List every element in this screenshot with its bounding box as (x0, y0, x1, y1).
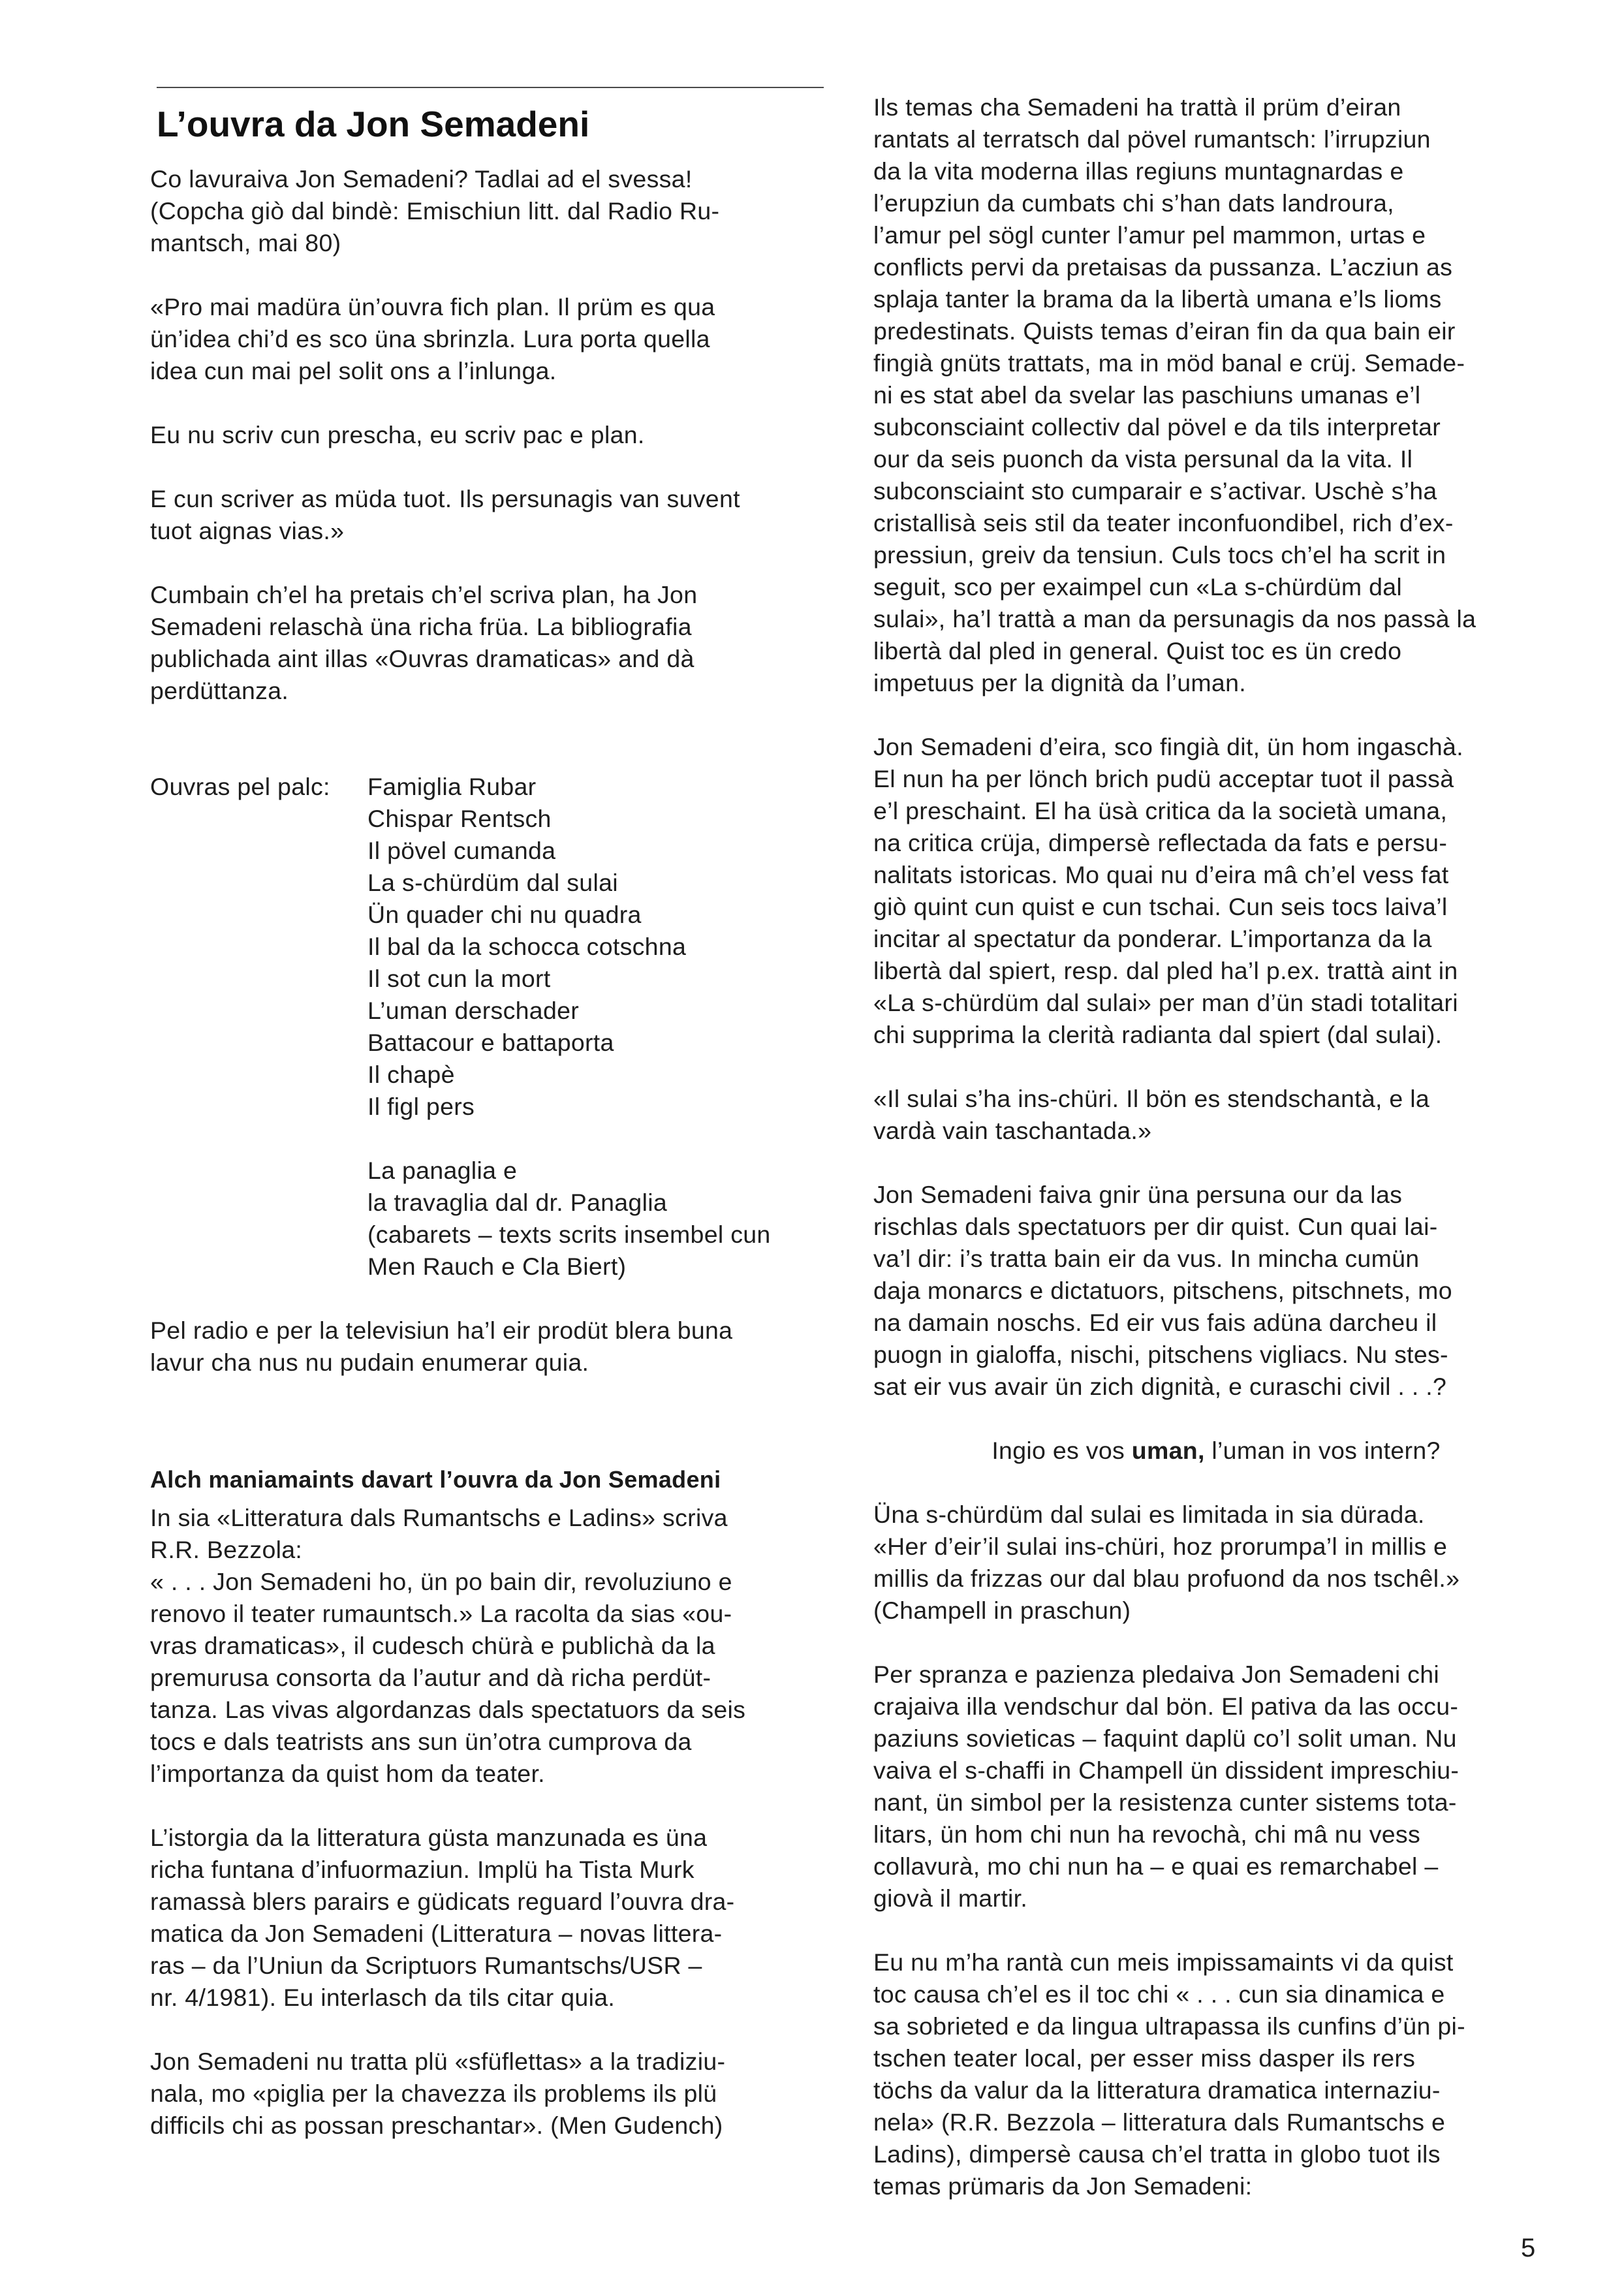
body-paragraph: L’istorgia da la litteratura güsta manzunada es üna richa funtana d’infuormaziun. Implü ha Tista Murk ramassà blers parairs e güdicats reguard l’ouvra dra- matica da Jon Semadeni (Litteratura – novas littera- ras – da l’Uniun da Scriptuors Rumantschs/USR – nr. 4/1981). Eu interlasch da tils citar quia. (150, 1824, 735, 2011)
body-paragraph: Üna s-chürdüm dal sulai es limitada in sia dürada. «Her d’eir’il sulai ins-chüri, hoz prorumpa’l in millis e millis da frizzas our dal blau profuond da nos tschêl.» (Champell in praschun) (873, 1501, 1460, 1624)
work-title: Battacour e battaporta (367, 1029, 614, 1056)
works-list (150, 771, 822, 1283)
work-title: L’uman derschader (367, 997, 580, 1024)
question-text: l’uman in vos intern? (1204, 1437, 1441, 1464)
work-title: la travaglia dal dr. Panaglia (367, 1189, 667, 1216)
work-title: La s-chürdüm dal sulai (367, 869, 618, 896)
body-paragraph: Ils temas cha Semadeni ha trattà il prüm d’eiran rantats al terratsch dal pövel rumantsch: l’irrupziun da la vita moderna illas regiuns muntagnardas e l’erupziun da cumbats chi s’han dats landroura, l’amur pel sögl cunter l’amur pel mammon, urtas e conflicts pervi da pretaisas da pussanza. L’acziun as splaja tanter la brama da la libertà umana e’ls lioms predestinats. Quists temas d’eiran fin da qua bain eir fingià gnüts trattats, ma in möd banal e crüj. Semade- ni es stat abel da svelar las paschiuns umanas e’l subconsciaint collectiv dal pövel e da tils interpretar our da seis puonch da vista persunal da la vita. Il subconsciaint sto cumparair e s’activar. Uschè s’ha cristallisà seis stil da teater inconfuondibel, rich d’ex- pressiun, greiv da tensiun. Culs tocs ch’el ha scrit in seguit, sco per exaimpel cun «La s-chürdüm dal sulai», ha’l trattà a man da persunagis da nos passà la libertà dal pled in general. Quist toc es ün credo impetuus per la dignità da l’uman. (873, 93, 1476, 696)
question-emphasis: uman, (1131, 1437, 1205, 1464)
intro-paragraph: Co lavuraiva Jon Semadeni? Tadlai ad el svessa! (Copcha giò dal bindè: Emischiun litt. dal Radio Ru- mantsch, mai 80) (150, 165, 720, 257)
quote-paragraph: «Pro mai madüra ün’ouvra fich plan. Il prüm es qua ün’idea chi’d es sco üna sbrinzla. Lura porta quella idea cun mai pel solit ons a l’inlunga. (150, 293, 715, 384)
body-paragraph: Jon Semadeni faiva gnir üna persuna our da las rischlas dals spectatuors per dir quist. Cun quai lai- va’l dir: i’s tratta bain eir da vus. In mincha cumün daja monarcs e dictatuors, pitschens, pitschnets, mo na damain noschs. Ed eir vus fais adüna darcheu il puogn in gialoffa, nischi, pitschens vigliacs. Nu stes- sat eir vus avair ün zich dignità, e curaschi civil . . .? (873, 1181, 1452, 1400)
work-title: Chispar Rentsch (367, 805, 552, 832)
works-label: Ouvras pel palc: (150, 773, 330, 800)
work-title: Il sot cun la mort (367, 965, 551, 992)
article-title: L’ouvra da Jon Semadeni (157, 104, 590, 144)
quote-paragraph: E cun scriver as müda tuot. Ils persunagis van suvent tuot aignas vias.» (150, 485, 740, 544)
body-paragraph: In sia «Litteratura dals Rumantschs e Ladins» scriva R.R. Bezzola: « . . . Jon Semadeni ho, ün po bain dir, revoluziuno e renovo il teater rumauntsch.» La racolta da sias «ou- vras dramaticas», il cudesch chürà e publichà da la premurusa consorta da l’autur and dà richa perdüt- tanza. Las vivas algordanzas dals spectatuors da seis tocs e dals teatrists ans sun ün’otra cumprova da l’importanza da quist hom da teater. (150, 1504, 746, 1787)
body-paragraph: Cumbain ch’el ha pretais ch’el scriva plan, ha Jon Semadeni relaschà üna richa früa. La bibliografia publichada aint illas «Ouvras dramaticas» and dà perdüttanza. (150, 581, 698, 704)
work-title: Il bal da la schocca cotschna (367, 933, 687, 960)
work-title: Il pövel cumanda (367, 837, 556, 864)
work-note: (cabarets – texts scrits insembel cun (367, 1221, 771, 1248)
body-paragraph: Per spranza e pazienza pledaiva Jon Semadeni chi crajaiva illa vendschur dal bön. El pativa da las occu- paziuns sovieticas – faquint daplü co’l solit uman. Nu vaiva el s-chaffi in Champell ün dissident impreschiu- nant, ün simbol per la resistenza cunter sistems tota- litars, ün hom chi nun ha revochà, chi mâ nu vess collavurà, mo chi nun ha – e quai es remarchabel – giovà il martir. (873, 1661, 1460, 1912)
body-paragraph: Eu nu m’ha rantà cun meis impissamaints vi da quist toc causa ch’el es il toc chi « . . . cun sia dinamica e sa sobrieted e da lingua ultrapassa ils cunfins d’ün pi- tschen teater local, per esser miss dasper ils rers töchs da valur da la litteratura dramatica internaziu- nela» (R.R. Bezzola – litteratura dals Rumantschs e Ladins), dimpersè causa ch’el tratta in globo tuot ils temas prümaris da Jon Semadeni: (873, 1948, 1465, 2200)
centered-question (873, 1435, 1559, 1467)
work-title: Ün quader chi nu quadra (367, 901, 642, 928)
page-number: 5 (1521, 2234, 1536, 2262)
body-paragraph: Jon Semadeni d’eira, sco fingià dit, ün hom ingaschà. El nun ha per lönch brich pudü acceptar tuot il passà e’l preschaint. El ha üsà critica da la società umana, na critica crüja, dimpersè reflectada da fats e persu- nalitats istoricas. Mo quai nu d’eira mâ ch’el vess fat giò quint cun quist e cun tschai. Cun seis tocs laiva’l incitar al spectatur da ponderar. L’importanza da la libertà dal spiert, resp. dal pled ha’l p.ex. trattà aint in «La s-chürdüm dal sulai» per man d’ün stadi totalitari chi supprima la clerità radianta dal spiert (dal sulai). (873, 733, 1463, 1048)
work-title: La panaglia e (367, 1157, 518, 1184)
question-text: Ingio es vos (992, 1437, 1132, 1464)
right-column (873, 91, 1559, 2202)
work-title: Il chapè (367, 1061, 455, 1088)
title-rule (157, 87, 824, 88)
work-note: Men Rauch e Cla Biert) (367, 1253, 627, 1280)
work-title: Il figl pers (367, 1093, 475, 1120)
section-subheading: Alch maniamaints davart l’ouvra da Jon Semadeni (150, 1466, 721, 1493)
body-paragraph: Jon Semadeni nu tratta plü «sfüflettas» a la tradiziu- nala, mo «piglia per la chavezza ils problems ils plü difficils chi as possan preschantar». (Men Gudench) (150, 2048, 726, 2139)
quote-paragraph: Eu nu scriv cun prescha, eu scriv pac e plan. (150, 421, 645, 448)
work-title: Famiglia Rubar (367, 773, 537, 800)
body-paragraph: Pel radio e per la televisiun ha’l eir prodüt blera buna lavur cha nus nu pudain enumerar quia. (150, 1317, 733, 1376)
left-column (150, 163, 822, 2142)
quote-paragraph: «Il sulai s’ha ins-chüri. Il bön es stendschantà, e la vardà vain taschantada.» (873, 1085, 1430, 1144)
